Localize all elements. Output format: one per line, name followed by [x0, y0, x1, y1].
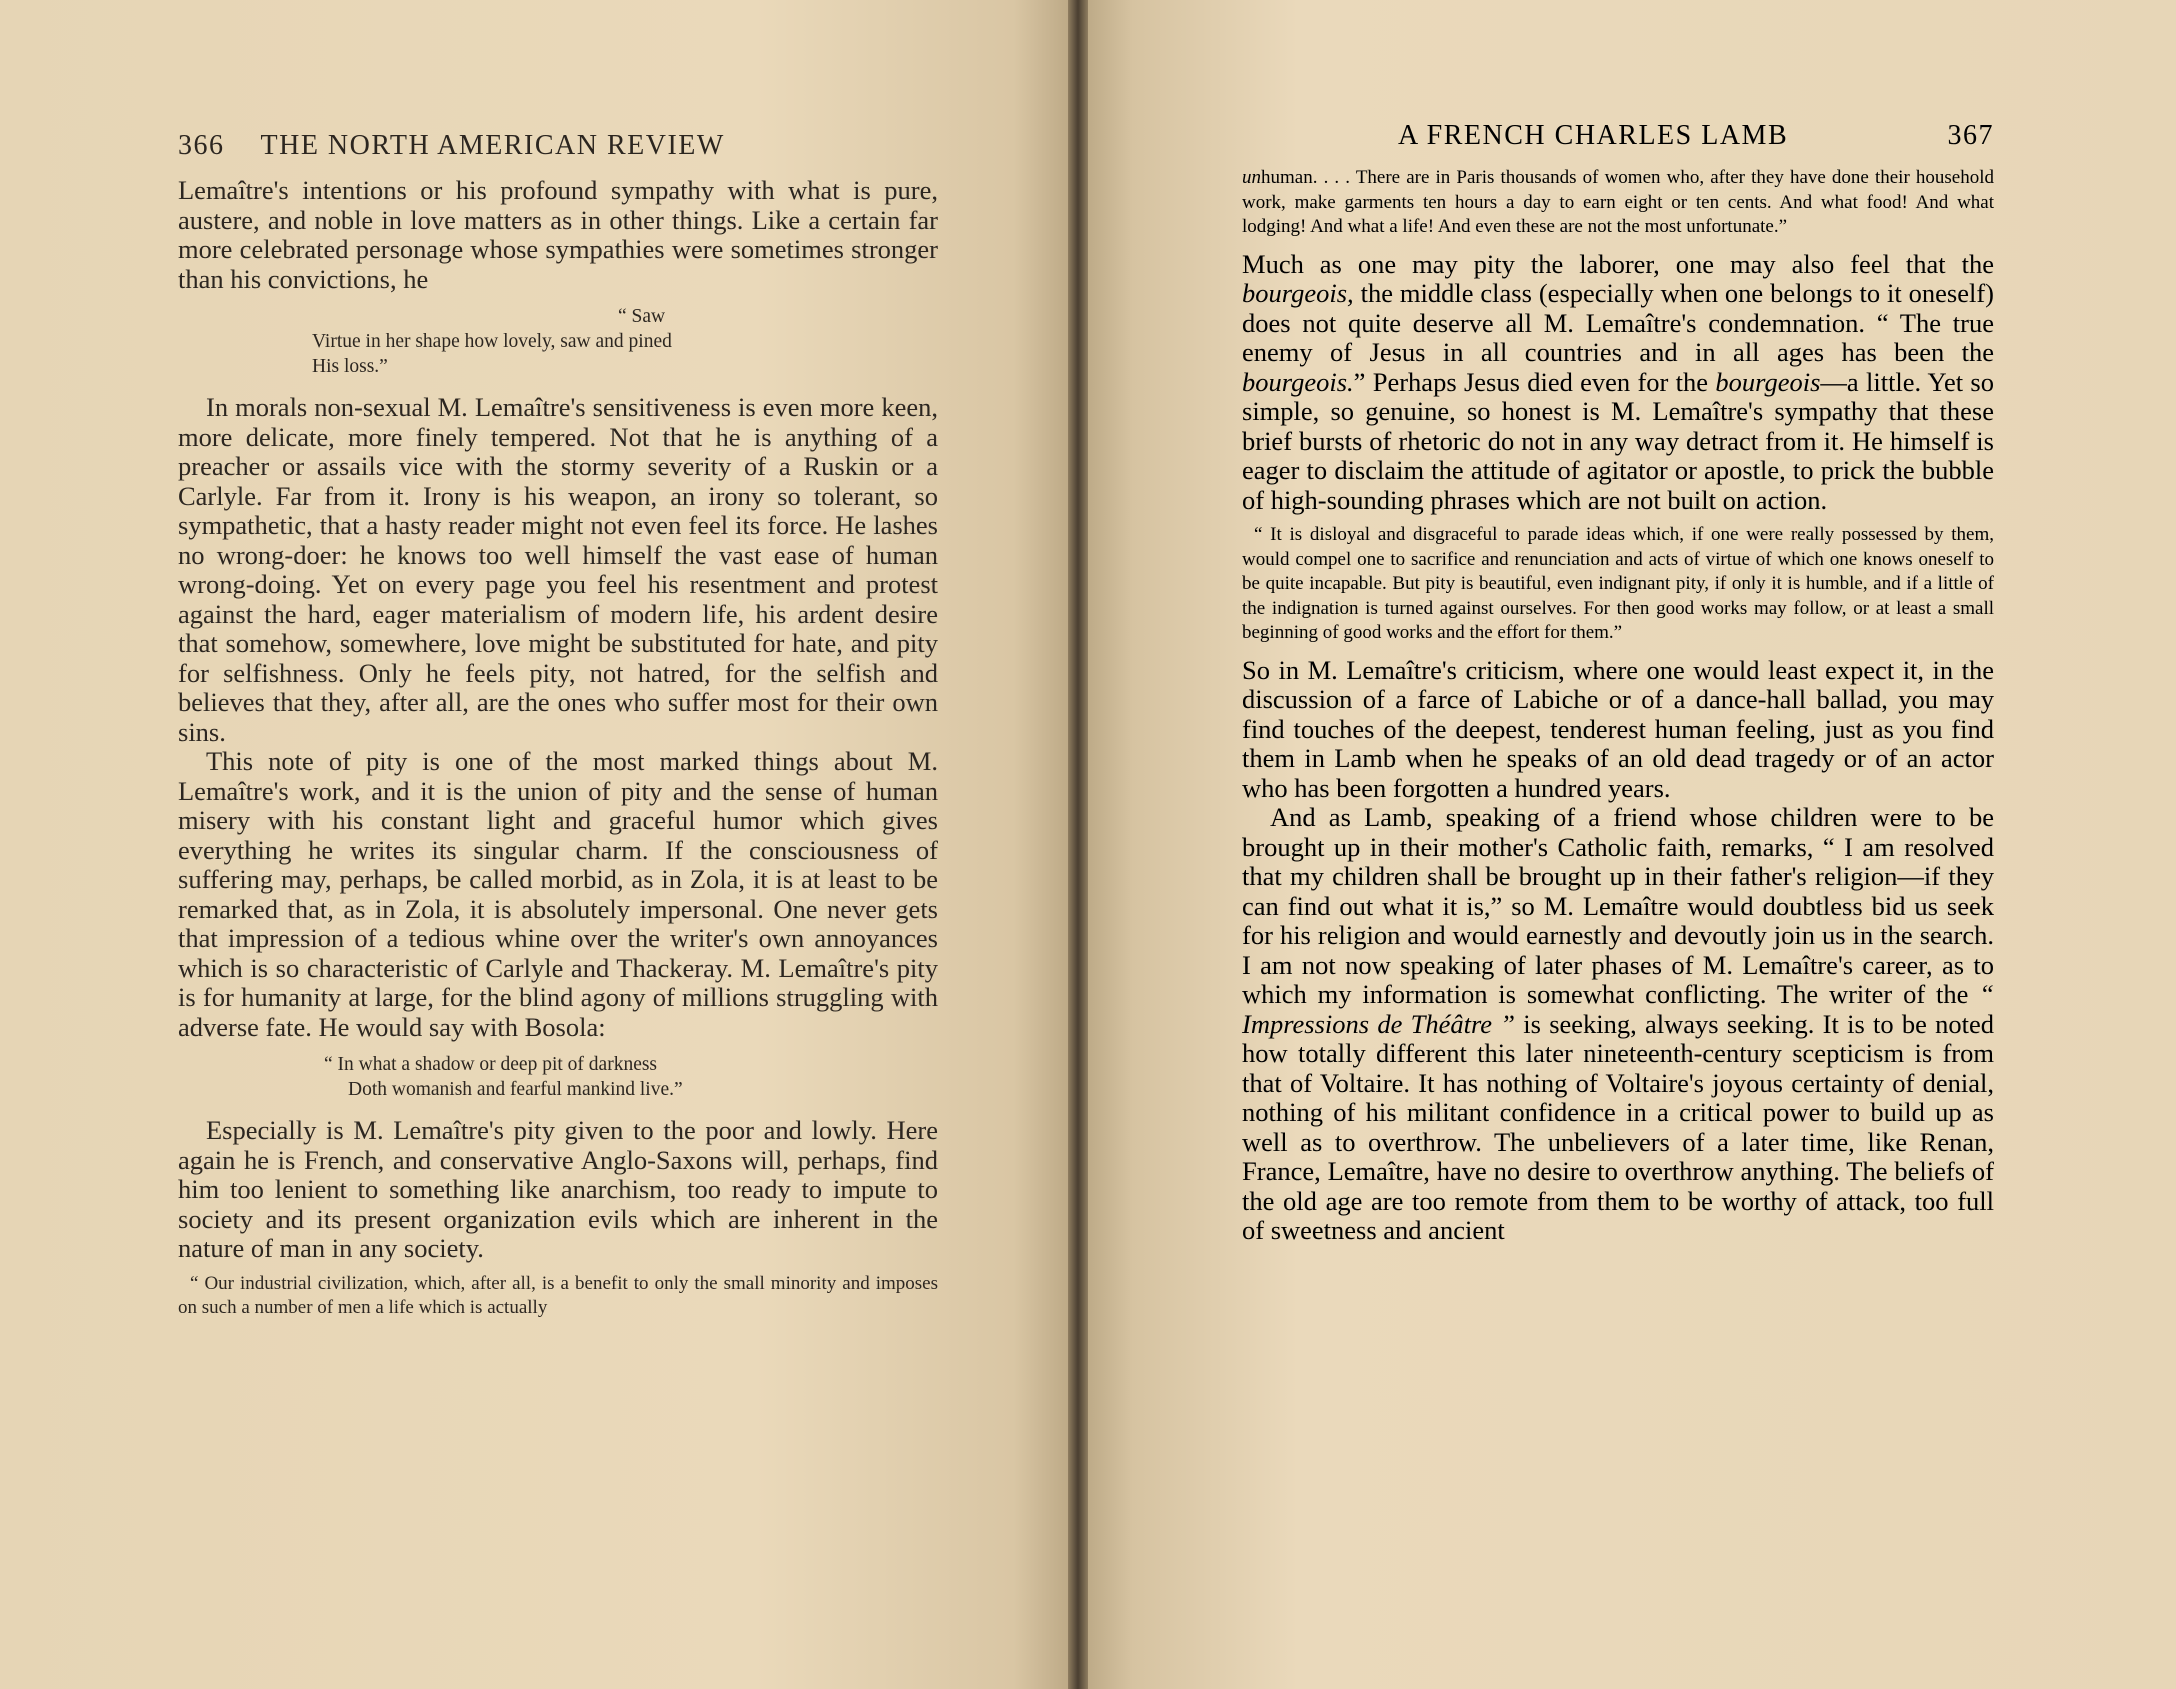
- verse-line: “ Saw: [618, 306, 666, 327]
- paragraph: This note of pity is one of the most marked things about M. Lemaître's work, and it is the union of pity and the sense of human misery with his constant light and graceful humor which gives everything he writes its singular charm. If the consciousness of suffering may, perhaps, be called morbid, as in Zola, it is at least to be remarked that, as in Zola, it is absolutely impersonal. One never gets that impression of a tedious whine over the writer's own annoyances which is so characteristic of Carlyle and Thackeray. M. Lemaître's pity is for humanity at large, for the blind agony of millions struggling with adverse fate. He would say with Bosola:: [178, 746, 938, 1042]
- italic-text: “ Impressions de Théâtre ”: [1242, 979, 1994, 1039]
- paragraph: So in M. Lemaître's criticism, where one would least expect it, in the discussion of a farce of Labiche or of a dance-hall ballad, you may find touches of the deepest, tenderest human feeling, just as you find them in Lamb when he speaks of an old dead tragedy or of an actor who has been forgotten a hundred years.: [1242, 654, 1994, 803]
- block-quotation: “ It is disloyal and disgraceful to parade ideas which, if one were really possessed by them, would compel one to sacrifice and renunciation and acts of virtue of which one knows oneself to be quite incapable. But pity is beautiful, even indignant pity, if only it is humble, and if a little of the indignation is turned against ourselves. For then good works may follow, or at least a small beginning of good works and the effort for them.”: [1242, 524, 1994, 643]
- italic-text: un: [1242, 167, 1261, 188]
- quotation-text: human. . . . There are in Paris thousands of women who, after they have done their household work, make garments ten hours a day to earn eight or ten cents. And what food! And what lodging! And what a life! And even these are not the most unfortunate.”: [1242, 167, 1994, 237]
- italic-text: bourgeois,: [1242, 278, 1354, 308]
- paragraph: Lemaître's intentions or his profound sympathy with what is pure, austere, and noble in love matters as in other things. Like a certain far more celebrated personage whose sympathies were sometimes stronger than his convictions, he: [178, 175, 938, 294]
- italic-text: bourgeois: [1715, 366, 1821, 397]
- right-page-body: [1242, 120, 1994, 1246]
- block-quotation: [1242, 166, 1994, 240]
- paragraph: Especially is M. Lemaître's pity given to the poor and lowly. Here again he is French, and conservative Anglo-Saxons will, perhaps, find him too lenient to something like anarchism, too ready to impute to society and its present organization evils which are inherent in the nature of man in any society.: [178, 1115, 938, 1263]
- verse-line: Doth womanish and fearful mankind live.”: [348, 1079, 683, 1100]
- text-run: ” Perhaps Jesus died even for the: [1353, 366, 1716, 397]
- left-page: [0, 0, 1078, 1689]
- block-quotation: “ Our industrial civilization, which, after all, is a benefit to only the small minority and imposes on such a number of men a life which is actually: [178, 1272, 938, 1318]
- paragraph: [1242, 803, 1994, 1246]
- paragraph: In morals non-sexual M. Lemaître's sensitiveness is even more keen, more delicate, more finely tempered. Not that he is anything of a preacher or assails vice with the stormy severity of a Ruskin or a Carlyle. Far from it. Irony is his weapon, an irony so tolerant, so sympathetic, that a hasty reader might not even feel its force. He lashes no wrong-doer: he knows too well himself the vast ease of human wrong-doing. Yet on every page you feel his resentment and protest against the hard, eager materialism of modern life, his ardent desire that somehow, somewhere, love might be substituted for hate, and pity for selfishness. Only he feels pity, not hatred, for the selfish and believes that they, after all, are the ones who suffer most for their own sins.: [178, 392, 938, 747]
- page-number: 366: [178, 130, 225, 161]
- verse-line: His loss.”: [312, 356, 388, 377]
- verse-line: “ In what a shadow or deep pit of darkness: [324, 1054, 658, 1075]
- left-page-body: [178, 130, 938, 1331]
- text-run: And as Lamb, speaking of a friend whose children were to be brought up in their mother's Catholic faith, remarks, “ I am resolved that my children shall be brought up in their father's religion—if they can find out what it is,” so M. Lemaître would doubtless bid us seek for his religion and would earnestly and devoutly join us in the search. I am not now speaking of later phases of M. Lemaître's career, as to which my information is somewhat conflicting. The writer of the: [1242, 802, 1994, 1009]
- text-run: is seeking, always seeking. It is to be noted how totally different this later nineteenth-century scepticism is from that of Voltaire. It has nothing of Voltaire's joyous certainty of denial, nothing of his militant confidence in a critical power to build up as well as to overthrow. The unbelievers of a later time, like Renan, France, Lemaître, have no desire to overthrow anything. The beliefs of the old age are too remote from them to be worthy of attack, too full of sweetness and ancient: [1242, 1008, 1994, 1245]
- book-gutter: [1068, 0, 1088, 1689]
- text-run: the middle class (especially when one belongs to it oneself) does not quite deserve all M. Lemaître's condemnation. “ The true enemy of Jesus in all countries and in all ages has been the: [1242, 278, 1994, 367]
- running-head-title: A FRENCH CHARLES LAMB: [1398, 120, 1789, 151]
- right-running-head: [1242, 120, 1994, 160]
- paragraph: [1242, 250, 1994, 516]
- text-run: Much as one may pity the laborer, one may also feel that the: [1242, 248, 1994, 279]
- italic-text: bourgeois.: [1242, 366, 1354, 397]
- left-running-head: [178, 130, 938, 170]
- verse-line: Virtue in her shape how lovely, saw and pined: [312, 331, 672, 352]
- page-number: 367: [1947, 120, 1994, 151]
- text-run: —a little. Yet so simple, so genuine, so honest is M. Lemaître's sympathy that these brief bursts of rhetoric do not in any way detract from it. He himself is eager to disclaim the attitude of agitator or apostle, to prick the bubble of high-sounding phrases which are not built on action.: [1242, 366, 1994, 515]
- verse-quotation: [178, 304, 938, 379]
- verse-quotation: [178, 1052, 938, 1102]
- running-head-title: THE NORTH AMERICAN REVIEW: [260, 130, 725, 161]
